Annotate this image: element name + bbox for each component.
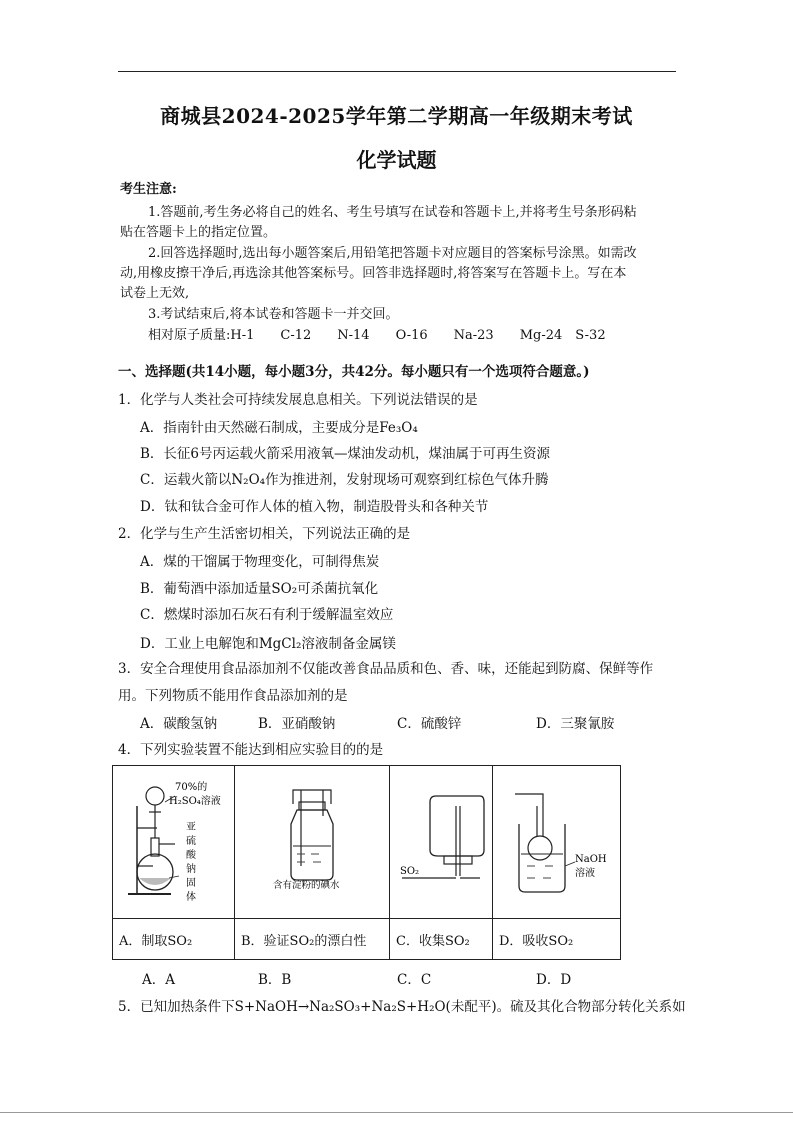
figure-a-label-char-5: 固 [186, 878, 196, 889]
figure-c-cell [390, 766, 493, 919]
figure-a-label-char-6: 体 [186, 892, 196, 903]
figure-a-label-char-3: 酸 [186, 850, 196, 861]
q3-option-d: D．三聚氰胺 [536, 716, 615, 732]
q1-formula-fe3o4: Fe₃O₄ [379, 420, 418, 436]
q3-option-c: C．硫酸锌 [397, 716, 462, 732]
q1-option-c: C．运载火箭以N₂O₄作为推进剂，发射现场可观察到红棕色气体升腾 [140, 472, 549, 488]
q3-stem-line-2: 用。下列物质不能用作食品添加剂的是 [118, 688, 348, 704]
q1-option-d: D．钛和钛合金可作人体的植入物，制造股骨头和各种关节 [140, 499, 489, 515]
apparatus-table [112, 765, 621, 960]
figure-d-cell [493, 766, 621, 919]
q3-option-b: B．亚硝酸钠 [258, 716, 336, 732]
caption-a: A．制取SO₂ [113, 919, 235, 960]
q5-stem: 5．已知加热条件下S+NaOH→Na₂SO₃+Na₂S+H₂O(未配平)。硫及其化合物部分转化关系如 [118, 999, 686, 1015]
q2-option-d: D．工业上电解饱和MgCl₂溶液制备金属镁 [140, 636, 396, 652]
caption-c: C．收集SO₂ [390, 919, 493, 960]
q4-option-d: D．D [536, 972, 572, 988]
exam-title: 商城县2024-2025学年第二学期高一年级期末考试 [160, 104, 633, 128]
q2-option-b: B．葡萄酒中添加适量SO₂可杀菌抗氧化 [140, 581, 379, 597]
notice-line-4: 动,用橡皮擦干净后,再选涂其他答案标号。回答非选择题时,将答案写在答题卡上。写在本 [120, 266, 627, 281]
figure-a-label-char-4: 钠 [186, 864, 196, 875]
notice-line-3: 2.回答选择题时,选出每小题答案后,用铅笔把答题卡对应题目的答案标号涂黑。如需改 [148, 246, 637, 261]
q2-stem: 2．化学与生产生活密切相关，下列说法正确的是 [118, 526, 411, 542]
q2-option-c: C．燃煤时添加石灰石有利于缓解温室效应 [140, 607, 394, 623]
q1-stem: 1．化学与人类社会可持续发展息息相关。下列说法错误的是 [118, 392, 478, 408]
figure-a-label-char-1: 亚 [186, 822, 196, 833]
q2-option-a: A．煤的干馏属于物理变化，可制得焦炭 [140, 554, 380, 570]
q1-option-a: A．指南针由天然磁石制成，主要成分是Fe₃O₄ [140, 420, 418, 436]
top-rule [118, 71, 676, 72]
caption-d: D．吸收SO₂ [493, 919, 621, 960]
notice-line-1: 1.答题前,考生务必将自己的姓名、考生号填写在试卷和答题卡上,并将考生号条形码粘 [148, 205, 637, 220]
q3-option-a: A．碳酸氢钠 [140, 716, 218, 732]
figure-a-label-conc: 70%的 [175, 782, 208, 793]
exam-subtitle: 化学试题 [356, 148, 437, 172]
figure-b-apparatus [235, 766, 389, 918]
figure-d-label-naoh: NaOH [575, 854, 607, 865]
figure-d-label-solution: 溶液 [575, 868, 595, 879]
q1-option-b: B．长征6号丙运载火箭采用液氧—煤油发动机，煤油属于可再生资源 [140, 446, 551, 462]
q3-stem-line-1: 3．安全合理使用食品添加剂不仅能改善食品品质和色、香、味，还能起到防腐、保鲜等作 [118, 661, 654, 677]
q4-option-c: C．C [397, 972, 432, 988]
figure-a-label-acid: H₂SO₄溶液 [169, 796, 221, 807]
notice-line-5: 试卷上无效, [120, 286, 190, 301]
q4-option-b: B．B [258, 972, 292, 988]
section-heading: 一、选择题(共14小题，每小题3分，共42分。每小题只有一个选项符合题意。) [118, 364, 590, 380]
figure-a-label-char-2: 硫 [186, 836, 196, 847]
bottom-rule [0, 1112, 793, 1113]
figure-a-cell [113, 766, 235, 919]
figure-c-label: SO₂ [400, 866, 420, 877]
figure-b-cell [235, 766, 390, 919]
q2-formula-so2: SO₂ [271, 581, 298, 597]
caption-b: B．验证SO₂的漂白性 [235, 919, 390, 960]
notice-line-2: 贴在答题卡上的指定位置。 [120, 225, 277, 240]
q2-formula-mgcl2: MgCl₂ [258, 636, 302, 652]
atomic-masses: 相对原子质量:H-1 C-12 N-14 O-16 Na-23 Mg-24 S-32 [148, 328, 606, 343]
q4-option-a: A．A [142, 972, 175, 988]
figure-b-label: 含有淀粉的碘水 [273, 880, 340, 891]
notice-heading: 考生注意: [120, 182, 177, 197]
notice-line-6: 3.考试结束后,将本试卷和答题卡一并交回。 [148, 307, 399, 322]
figure-c-apparatus [390, 766, 492, 918]
figure-d-apparatus [493, 766, 620, 918]
q1-formula-n2o4: N₂O₄ [231, 472, 266, 488]
q4-stem: 4．下列实验装置不能达到相应实验目的的是 [118, 742, 384, 758]
figure-a-apparatus [113, 766, 234, 918]
